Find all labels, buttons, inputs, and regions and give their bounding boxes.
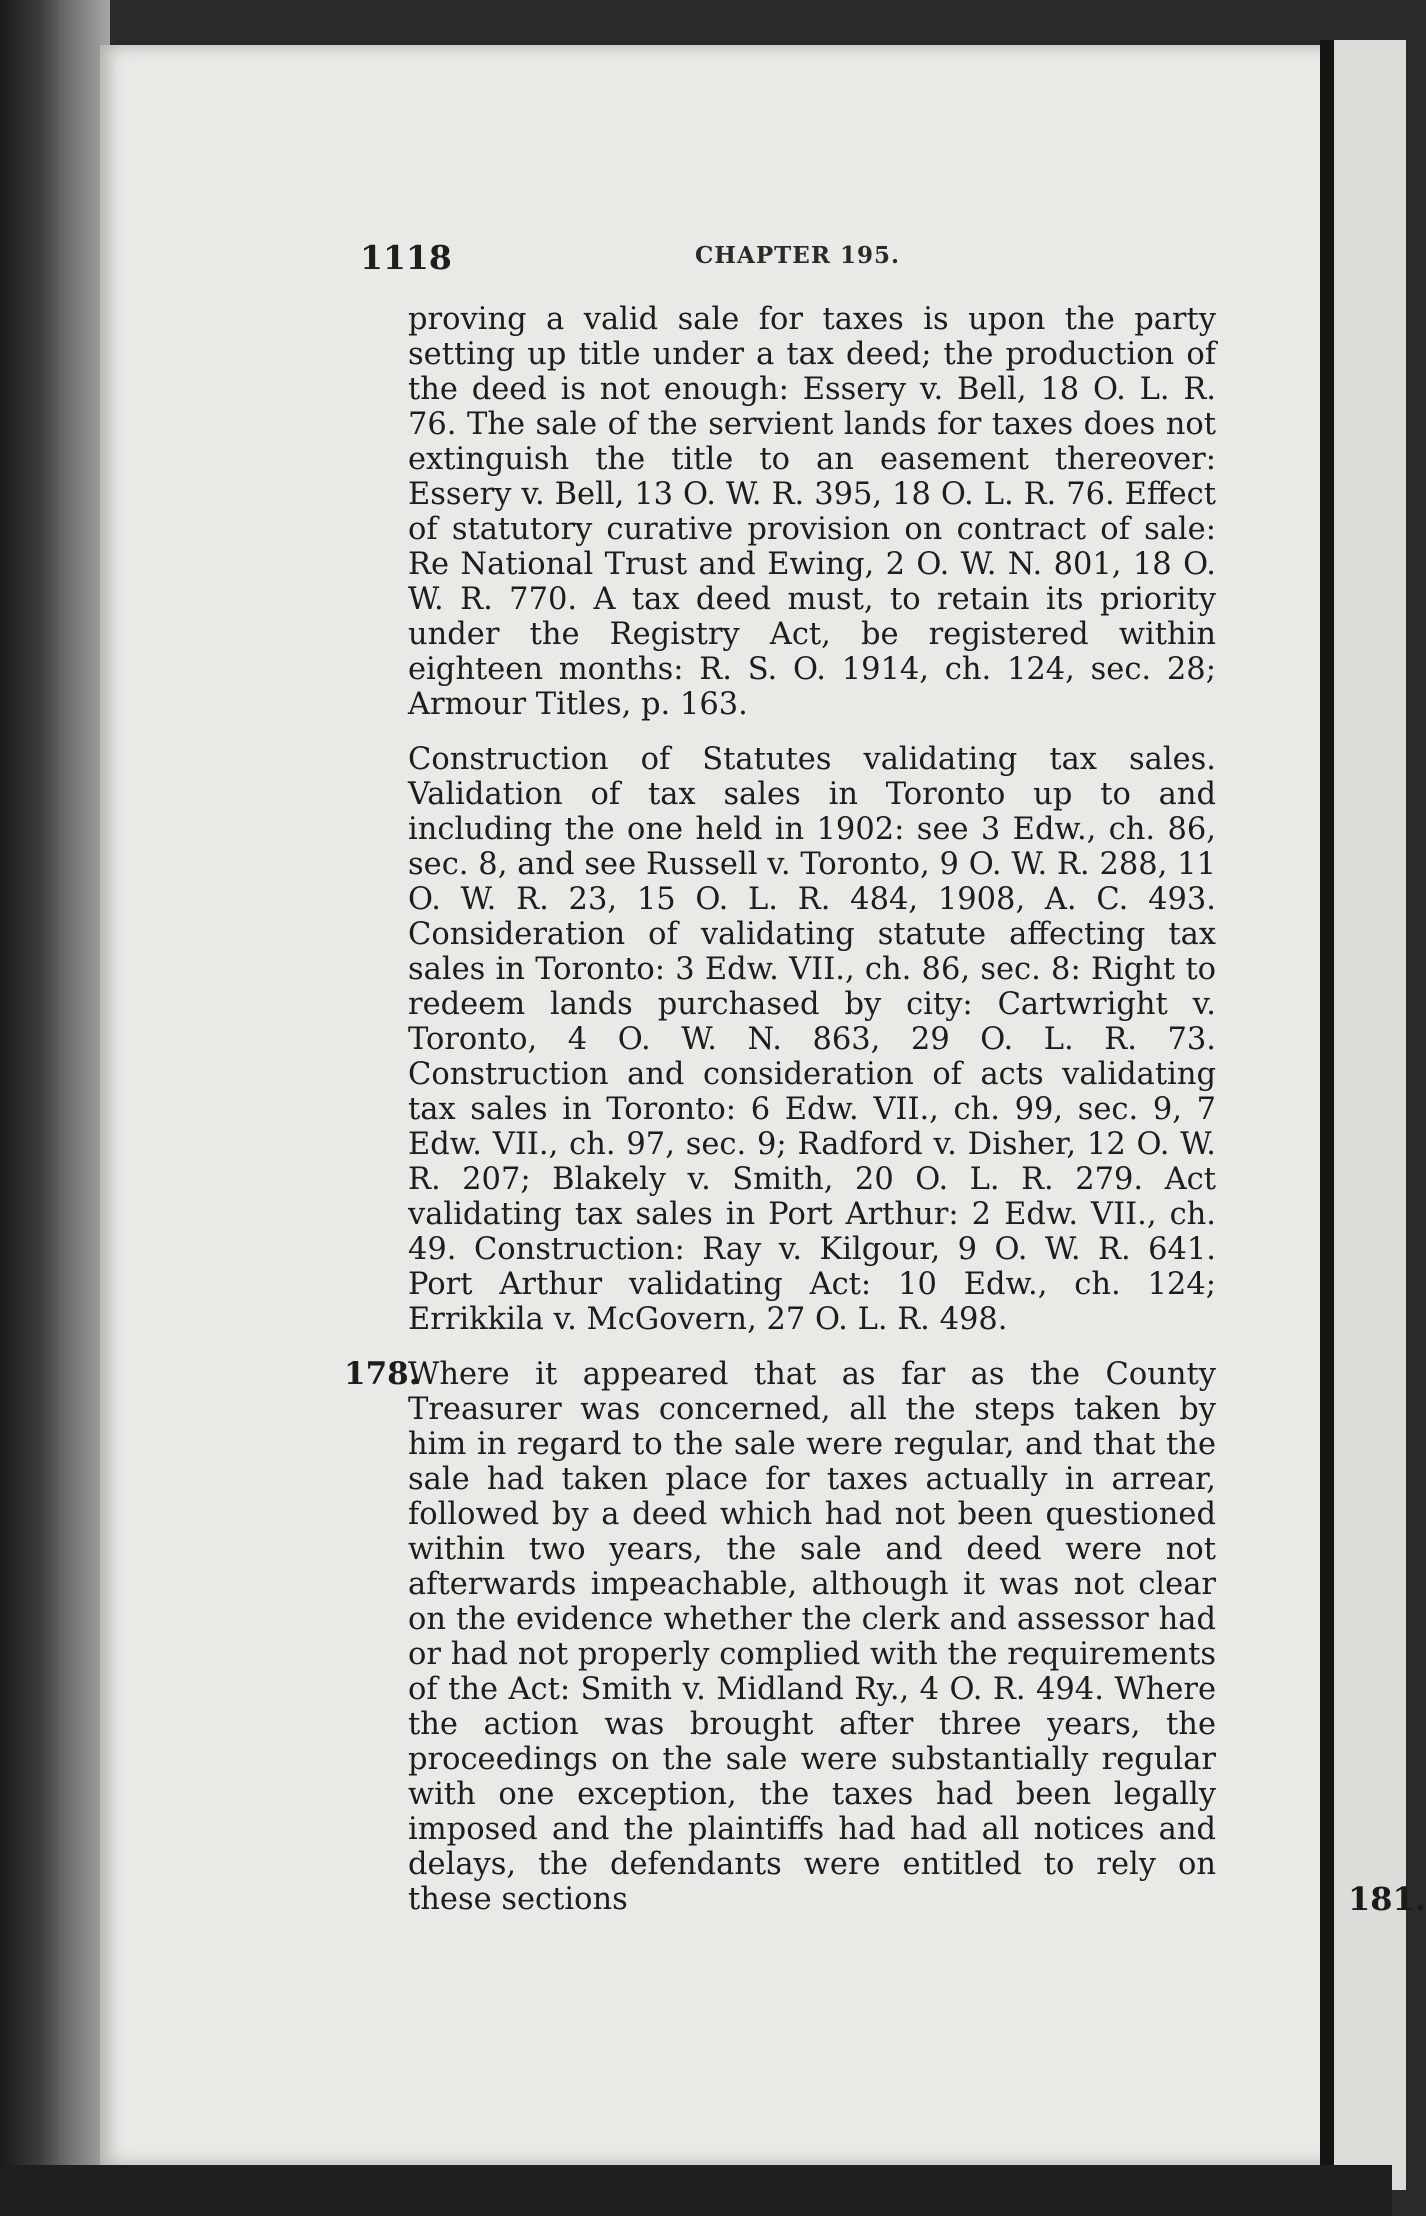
book-gutter-edge <box>0 0 110 2216</box>
paragraph-section-178: Where it appeared that as far as the County Treasurer was concerned, all the steps taken by him in regard to the sale were regular, and that the sale had taken place for taxes actually in arrear, followed by a deed which had not been questioned within two years, the sale and deed were not afterwards impeachable, although it was not clear on the evidence whether the clerk and assessor had or had not properly complied with the requirements of the Act: Smith v. Midland Ry., 4 O. R. 494. Where the action was brought after three years, the proceedings on the sale were substantially regular with one exception, the taxes had been legally imposed and the plaintiffs had had all notices and delays, the defendants were entitled to rely on these sections <box>408 1357 1216 1917</box>
facing-page-section-number: 181. <box>1348 1880 1426 1918</box>
bottom-shadow <box>0 2165 1392 2216</box>
section-number: 178. <box>344 1356 420 1392</box>
paragraph-tax-deed: proving a valid sale for taxes is upon the party setting up title under a tax deed; the production of the deed is not enough: Essery v. Bell, 18 O. L. R. 76. The sale of the servient lands for taxes does not extinguish the title to an easement thereover: Essery v. Bell, 13 O. W. R. 395, 18 O. L. R. 76. Effect of statutory curative provision on contract of sale: Re National Trust and Ewing, 2 O. W. N. 801, 18 O. W. R. 770. A tax deed must, to retain its priority under the Registry Act, be registered within eighteen months: R. S. O. 1914, ch. 124, sec. 28; Armour Titles, p. 163. <box>408 302 1216 722</box>
body-text <box>344 302 1216 1917</box>
facing-page-edge <box>1320 40 1426 2190</box>
paragraph-validating-statutes: Construction of Statutes validating tax sales. Validation of tax sales in Toronto up to and including the one held in 1902: see 3 Edw., ch. 86, sec. 8, and see Russell v. Toronto, 9 O. W. R. 288, 11 O. W. R. 23, 15 O. L. R. 484, 1908, A. C. 493. Consideration of validating statute affecting tax sales in Toronto: 3 Edw. VII., ch. 86, sec. 8: Right to redeem lands purchased by city: Cartwright v. Toronto, 4 O. W. N. 863, 29 O. L. R. 73. Construction and consideration of acts validating tax sales in Toronto: 6 Edw. VII., ch. 99, sec. 9, 7 Edw. VII., ch. 97, sec. 9; Radford v. Disher, 12 O. W. R. 207; Blakely v. Smith, 20 O. L. R. 279. Act validating tax sales in Port Arthur: 2 Edw. VII., ch. 49. Construction: Ray v. Kilgour, 9 O. W. R. 641. Port Arthur validating Act: 10 Edw., ch. 124; Errikkila v. McGovern, 27 O. L. R. 498. <box>408 742 1216 1337</box>
page-number: 1118 <box>360 238 452 277</box>
section-178 <box>344 1356 1216 1917</box>
page-header <box>360 238 1260 278</box>
chapter-title: CHAPTER 195. <box>695 242 900 269</box>
